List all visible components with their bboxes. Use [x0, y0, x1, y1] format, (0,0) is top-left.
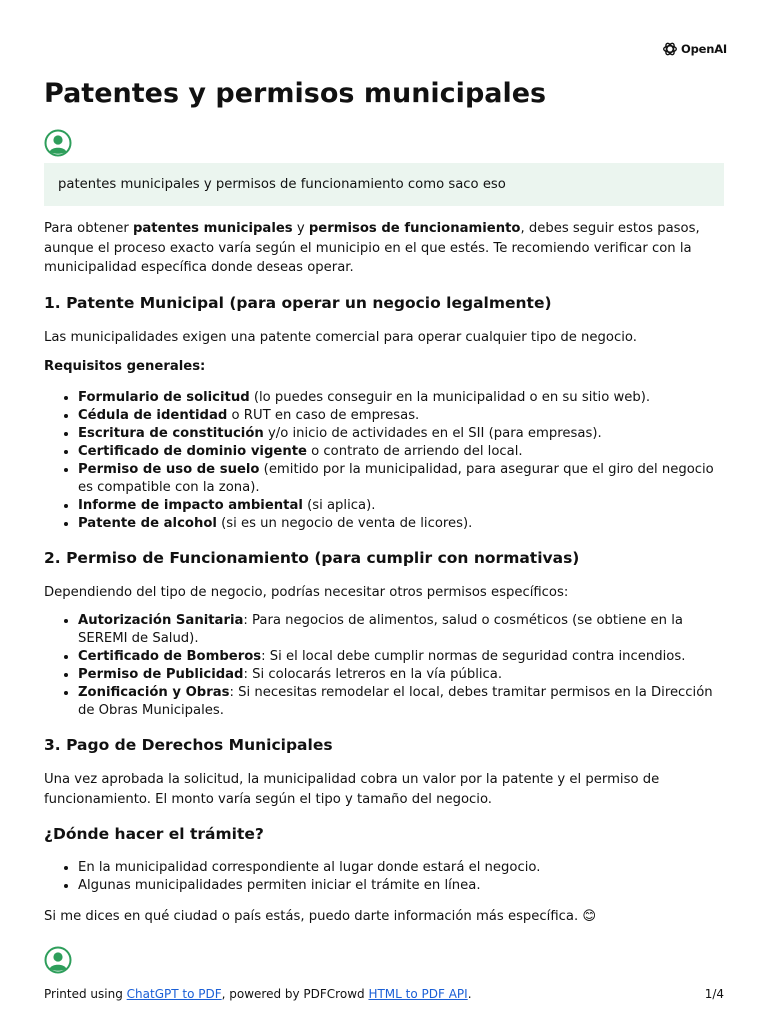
- section-heading: ¿Dónde hacer el trámite?: [44, 825, 264, 843]
- openai-logo: [662, 40, 727, 58]
- list-item: • Informe de impacto ambiental (si aplica).: [78, 497, 728, 515]
- list-item: • Permiso de Publicidad: Si colocarás letreros en la vía pública.: [78, 666, 728, 684]
- requirements-subheading: Requisitos generales:: [44, 359, 206, 374]
- permits-list: [44, 612, 728, 720]
- page-footer: Printed using ChatGPT to PDF, powered by PDFCrowd HTML to PDF API. 1/4: [44, 987, 724, 1001]
- list-item: • Patente de alcohol (si es un negocio de venta de licores).: [78, 515, 728, 533]
- list-item: • Autorización Sanitaria: Para negocios de alimentos, salud o cosméticos (se obtiene en la SEREMI de Salud).: [78, 612, 728, 648]
- list-item: • En la municipalidad correspondiente al lugar donde estará el negocio.: [78, 859, 728, 877]
- list-item: • Zonificación y Obras: Si necesitas remodelar el local, debes tramitar permisos en la Dirección de Obras Municipales.: [78, 684, 728, 720]
- closing-paragraph: Si me dices en qué ciudad o país estás, puedo darte información más específica. 😊: [44, 909, 597, 924]
- section-paragraph: Las municipalidades exigen una patente comercial para operar cualquier tipo de negocio.: [44, 329, 637, 345]
- requirements-list: [44, 389, 728, 533]
- intro-paragraph: Para obtener patentes municipales y permisos de funcionamiento, debes seguir estos pasos, aunque el proceso exacto varía según el municipio en el que estés. Te recomiendo verificar con la municipalidad específica donde deseas operar.: [44, 221, 700, 275]
- section-paragraph: Dependiendo del tipo de negocio, podrías necesitar otros permisos específicos:: [44, 584, 569, 600]
- user-avatar-icon: [44, 946, 72, 974]
- list-item: • Escritura de constitución y/o inicio de actividades en el SII (para empresas).: [78, 425, 728, 443]
- section-heading: 2. Permiso de Funcionamiento (para cumplir con normativas): [44, 548, 580, 567]
- section-heading: 3. Pago de Derechos Municipales: [44, 736, 333, 754]
- chatgpt-to-pdf-link[interactable]: ChatGPT to PDF: [126, 987, 222, 1001]
- list-item: • Permiso de uso de suelo (emitido por la municipalidad, para asegurar que el giro del negocio es compatible con la zona).: [78, 461, 728, 497]
- section-paragraph: Una vez aprobada la solicitud, la municipalidad cobra un valor por la patente y el permiso de funcionamiento. El monto varía según el tipo y tamaño del negocio.: [44, 772, 660, 807]
- openai-logo-icon: [662, 41, 678, 57]
- page-number: 1/4: [704, 987, 724, 1001]
- list-item: • Certificado de Bomberos: Si el local debe cumplir normas de seguridad contra incendios.: [78, 648, 728, 666]
- list-item: • Cédula de identidad o RUT en caso de empresas.: [78, 407, 728, 425]
- section-heading: 1. Patente Municipal (para operar un negocio legalmente): [44, 293, 552, 312]
- logo-text: OpenAI: [681, 42, 727, 56]
- list-item: • Certificado de dominio vigente o contrato de arriendo del local.: [78, 443, 728, 461]
- user-avatar-icon: [44, 129, 72, 157]
- user-message: patentes municipales y permisos de funcionamiento como saco eso: [44, 163, 724, 206]
- where-list: [44, 859, 728, 895]
- page-title: Patentes y permisos municipales: [44, 78, 547, 109]
- list-item: • Formulario de solicitud (lo puedes conseguir en la municipalidad o en su sitio web).: [78, 389, 728, 407]
- html-to-pdf-api-link[interactable]: HTML to PDF API: [368, 987, 468, 1001]
- assistant-response: [44, 219, 728, 937]
- list-item: • Algunas municipalidades permiten iniciar el trámite en línea.: [78, 877, 728, 895]
